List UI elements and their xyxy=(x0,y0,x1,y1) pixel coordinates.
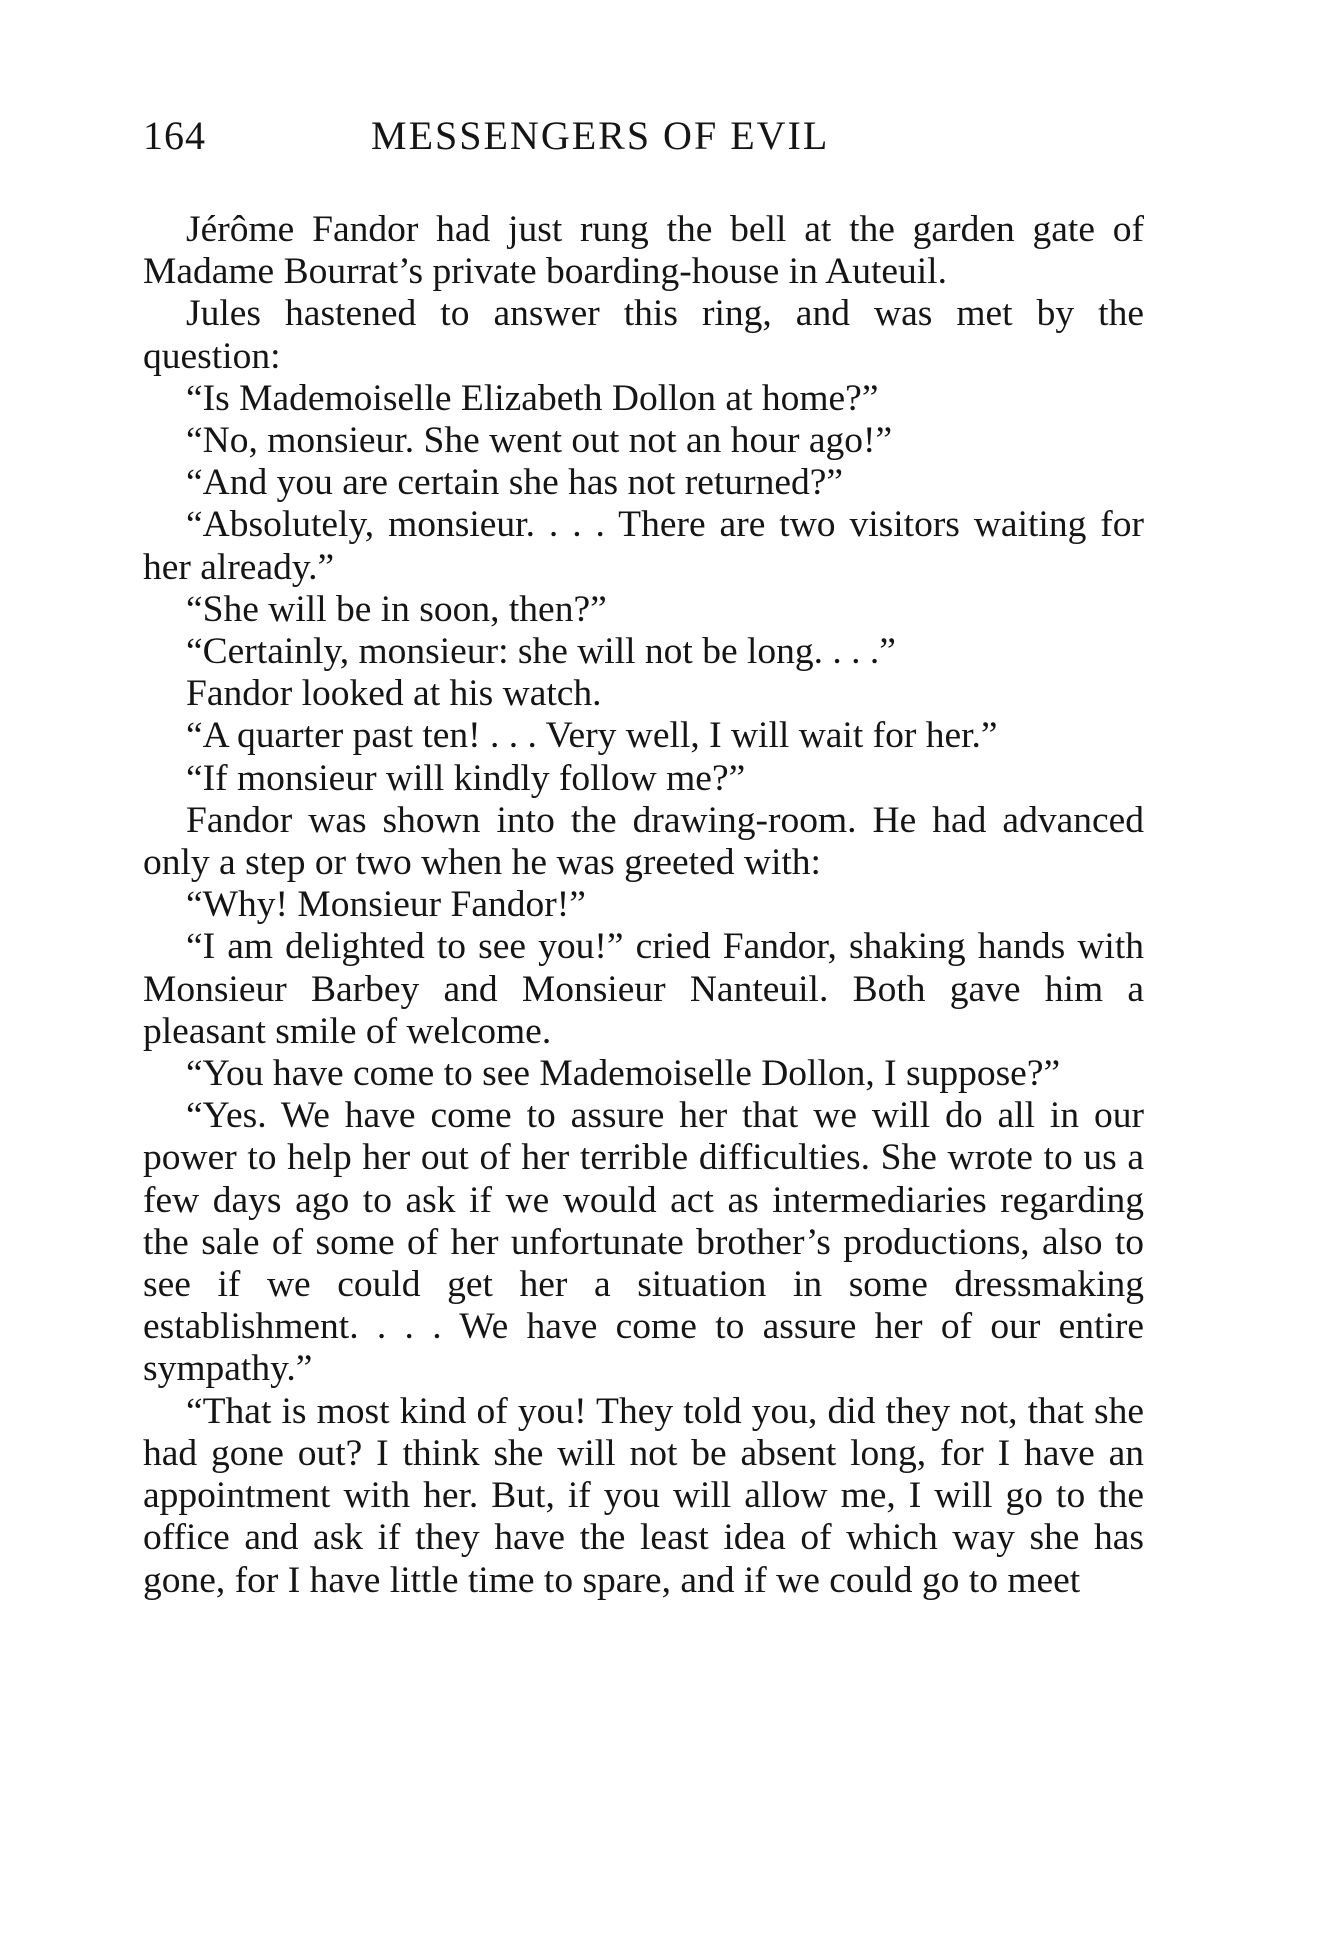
paragraph: “Is Mademoiselle Elizabeth Dollon at home?” xyxy=(186,377,879,419)
paragraph: “Why! Monsieur Fandor!” xyxy=(186,884,586,926)
page-header xyxy=(143,108,1143,164)
paragraph: “Yes. We have come to assure her that we will do all in our power to help her out of her terrible difficulties. She wrote to us a few days ago to ask if we would act as intermediaries regarding the sale of some of her unfortunate brother’s productions, also to see if we could get her a situation in some dressmaking establishment. . . . We have come to assure her of our entire sympathy.” xyxy=(143,1095,1144,1390)
paragraph: Fandor looked at his watch. xyxy=(186,673,602,715)
body-text xyxy=(143,209,1144,1602)
paragraph: “She will be in soon, then?” xyxy=(186,588,607,630)
paragraph: “If monsieur will kindly follow me?” xyxy=(186,757,746,799)
paragraph: “And you are certain she has not returned?” xyxy=(186,462,844,504)
page-number: 164 xyxy=(143,113,206,158)
paragraph: “Certainly, monsieur: she will not be long. . . .” xyxy=(186,631,896,673)
paragraph: Jules hastened to answer this ring, and was met by the question: xyxy=(143,293,1144,377)
paragraph: “That is most kind of you! They told you, did they not, that she had gone out? I think she will not be absent long, for I have an appointment with her. But, if you will allow me, I will go to the office and ask if they have the least idea of which way she has gone, for I have little time to spare, and if we could go to meet xyxy=(143,1390,1144,1601)
paragraph: “You have come to see Mademoiselle Dollon, I suppose?” xyxy=(186,1053,1061,1095)
running-title: MESSENGERS OF EVIL xyxy=(371,113,830,158)
paragraph: “A quarter past ten! . . . Very well, I will wait for her.” xyxy=(186,715,998,757)
paragraph: Jérôme Fandor had just rung the bell at the garden gate of Madame Bourrat’s private boarding-house in Auteuil. xyxy=(143,209,1144,293)
paragraph: Fandor was shown into the drawing-room. He had advanced only a step or two when he was greeted with: xyxy=(143,799,1144,884)
paragraph: “I am delighted to see you!” cried Fandor, shaking hands with Monsieur Barbey and Monsieur Nanteuil. Both gave him a pleasant smile of welcome. xyxy=(143,926,1144,1052)
paragraph: “No, monsieur. She went out not an hour ago!” xyxy=(186,420,893,462)
paragraph: “Absolutely, monsieur. . . . There are two visitors waiting for her already.” xyxy=(143,504,1144,588)
